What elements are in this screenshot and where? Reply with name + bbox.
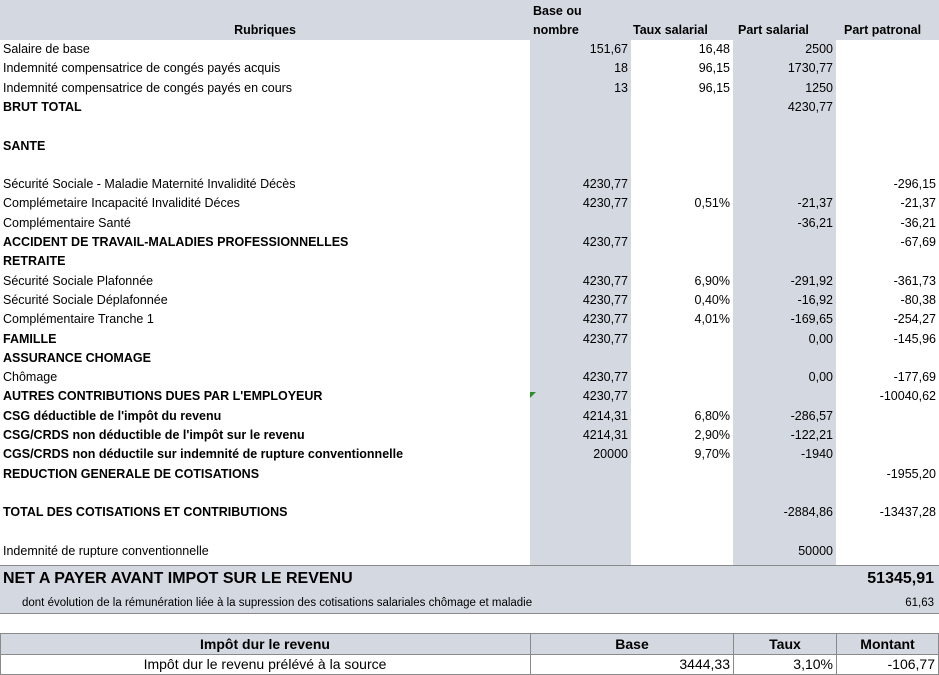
row-base: 4214,31 <box>582 428 628 442</box>
row-part-salarial: -16,92 <box>797 292 833 307</box>
row-taux: 6,80% <box>694 408 730 423</box>
row-part-patronal: -1955,20 <box>886 466 936 481</box>
row-label: Complémentaire Santé <box>3 215 131 230</box>
row-part-salarial: -2884,86 <box>783 505 833 520</box>
header-rubriques: Rubriques <box>234 23 296 37</box>
header-taux: Taux salarial <box>633 23 708 37</box>
row-part-salarial: -21,37 <box>797 196 833 211</box>
header-base-line1: Base ou <box>533 4 582 18</box>
row-base: 4214,31 <box>582 408 628 423</box>
row-label: SANTE <box>3 138 46 153</box>
row-part-salarial: 0,00 <box>808 370 833 385</box>
row-taux: 96,15 <box>698 80 730 95</box>
row-part-patronal: -254,27 <box>893 312 936 327</box>
cell-marker-icon <box>530 392 536 398</box>
row-part-patronal: -10040,62 <box>879 389 936 404</box>
row-part-salarial: 4230,77 <box>787 99 833 114</box>
row-part-patronal: -67,69 <box>900 235 936 249</box>
row-part-patronal: -21,37 <box>900 196 936 211</box>
row-part-salarial: 2500 <box>805 42 833 56</box>
tax-row-base: 3444,33 <box>679 656 730 672</box>
net-value: 51345,91 <box>867 570 934 587</box>
row-part-salarial: -1940 <box>801 447 833 462</box>
row-part-patronal: -36,21 <box>900 215 936 230</box>
row-label: Sécurité Sociale Plafonnée <box>3 273 154 288</box>
row-part-patronal: -80,38 <box>900 292 936 307</box>
row-part-patronal: -145,96 <box>893 331 936 346</box>
row-part-patronal: -296,15 <box>893 177 936 192</box>
row-label: Indemnité de rupture conventionnelle <box>3 543 209 558</box>
row-base: 4230,77 <box>582 370 628 385</box>
tax-row-label: Impôt dur le revenu prélévé à la source <box>143 656 387 672</box>
header-part-patronal: Part patronal <box>844 23 922 37</box>
row-label: AUTRES CONTRIBUTIONS DUES PAR L'EMPLOYEUR <box>3 389 323 404</box>
row-label: RETRAITE <box>3 254 66 269</box>
row-part-patronal: -361,73 <box>893 273 936 288</box>
row-taux: 9,70% <box>694 447 730 462</box>
row-base: 18 <box>614 61 628 76</box>
row-label: REDUCTION GENERALE DE COTISATIONS <box>3 466 260 481</box>
row-label: CSG déductible de l'impôt du revenu <box>3 408 222 423</box>
row-part-salarial: -169,65 <box>790 312 833 327</box>
tax-header-taux: Taux <box>769 636 801 652</box>
row-label: Indemnité compensatrice de congés payés en cours <box>3 80 293 95</box>
tax-row-montant: -106,77 <box>887 656 935 672</box>
tax-header-label: Impôt dur le revenu <box>200 636 330 652</box>
row-label: FAMILLE <box>3 331 57 346</box>
row-base: 4230,77 <box>582 196 628 211</box>
row-label: Sécurité Sociale Déplafonnée <box>3 292 168 307</box>
row-base: 4230,77 <box>582 292 628 307</box>
row-label: Chômage <box>3 370 58 385</box>
tax-row-taux: 3,10% <box>793 656 833 672</box>
row-part-salarial: -36,21 <box>797 215 833 230</box>
tax-header-base: Base <box>615 636 649 652</box>
row-taux: 0,40% <box>694 292 730 307</box>
row-label: CSG/CRDS non déductible de l'impôt sur le revenu <box>3 428 305 442</box>
row-label: ASSURANCE CHOMAGE <box>3 350 151 365</box>
row-label: Indemnité compensatrice de congés payés acquis <box>3 61 281 76</box>
row-base: 4230,77 <box>582 331 628 346</box>
net-label: NET A PAYER AVANT IMPOT SUR LE REVENU <box>3 570 353 587</box>
row-taux: 2,90% <box>694 428 730 442</box>
row-taux: 96,15 <box>698 61 730 76</box>
row-part-patronal: -177,69 <box>893 370 936 385</box>
row-label: Salaire de base <box>3 42 90 56</box>
row-base: 4230,77 <box>582 312 628 327</box>
row-label: CGS/CRDS non déductile sur indemnité de rupture conventionnelle <box>3 447 404 462</box>
row-label: Complémetaire Incapacité Invalidité Déces <box>3 196 240 211</box>
row-base: 4230,77 <box>582 235 628 249</box>
row-taux: 16,48 <box>698 42 730 56</box>
row-taux: 4,01% <box>694 312 730 327</box>
header-base-line2: nombre <box>533 23 579 37</box>
row-label: Complémentaire Tranche 1 <box>3 312 154 327</box>
row-part-salarial: -122,21 <box>790 428 833 442</box>
row-taux: 6,90% <box>694 273 730 288</box>
header-part-salarial: Part salarial <box>738 23 809 37</box>
row-base: 4230,77 <box>582 177 628 192</box>
row-part-salarial: 0,00 <box>808 331 833 346</box>
row-base: 20000 <box>593 447 628 462</box>
row-base: 4230,77 <box>582 389 628 404</box>
row-label: TOTAL DES COTISATIONS ET CONTRIBUTIONS <box>3 505 288 520</box>
row-base: 4230,77 <box>582 273 628 288</box>
row-part-patronal: -13437,28 <box>879 505 936 520</box>
row-part-salarial: -286,57 <box>790 408 833 423</box>
tax-header-montant: Montant <box>860 636 915 652</box>
row-base: 151,67 <box>589 42 628 56</box>
row-label: Sécurité Sociale - Maladie Maternité Invalidité Décès <box>3 177 296 192</box>
row-part-salarial: 50000 <box>798 543 833 558</box>
row-part-salarial: 1730,77 <box>787 61 833 76</box>
row-part-salarial: 1250 <box>805 80 833 95</box>
net-note-value: 61,63 <box>905 597 934 609</box>
row-label: BRUT TOTAL <box>3 99 82 114</box>
row-label: ACCIDENT DE TRAVAIL-MALADIES PROFESSIONNELLES <box>3 235 349 249</box>
net-note: dont évolution de la rémunération liée à la supression des cotisations salariales chômage et maladie <box>22 597 533 609</box>
row-taux: 0,51% <box>694 196 730 211</box>
row-base: 13 <box>614 80 628 95</box>
row-part-salarial: -291,92 <box>790 273 833 288</box>
